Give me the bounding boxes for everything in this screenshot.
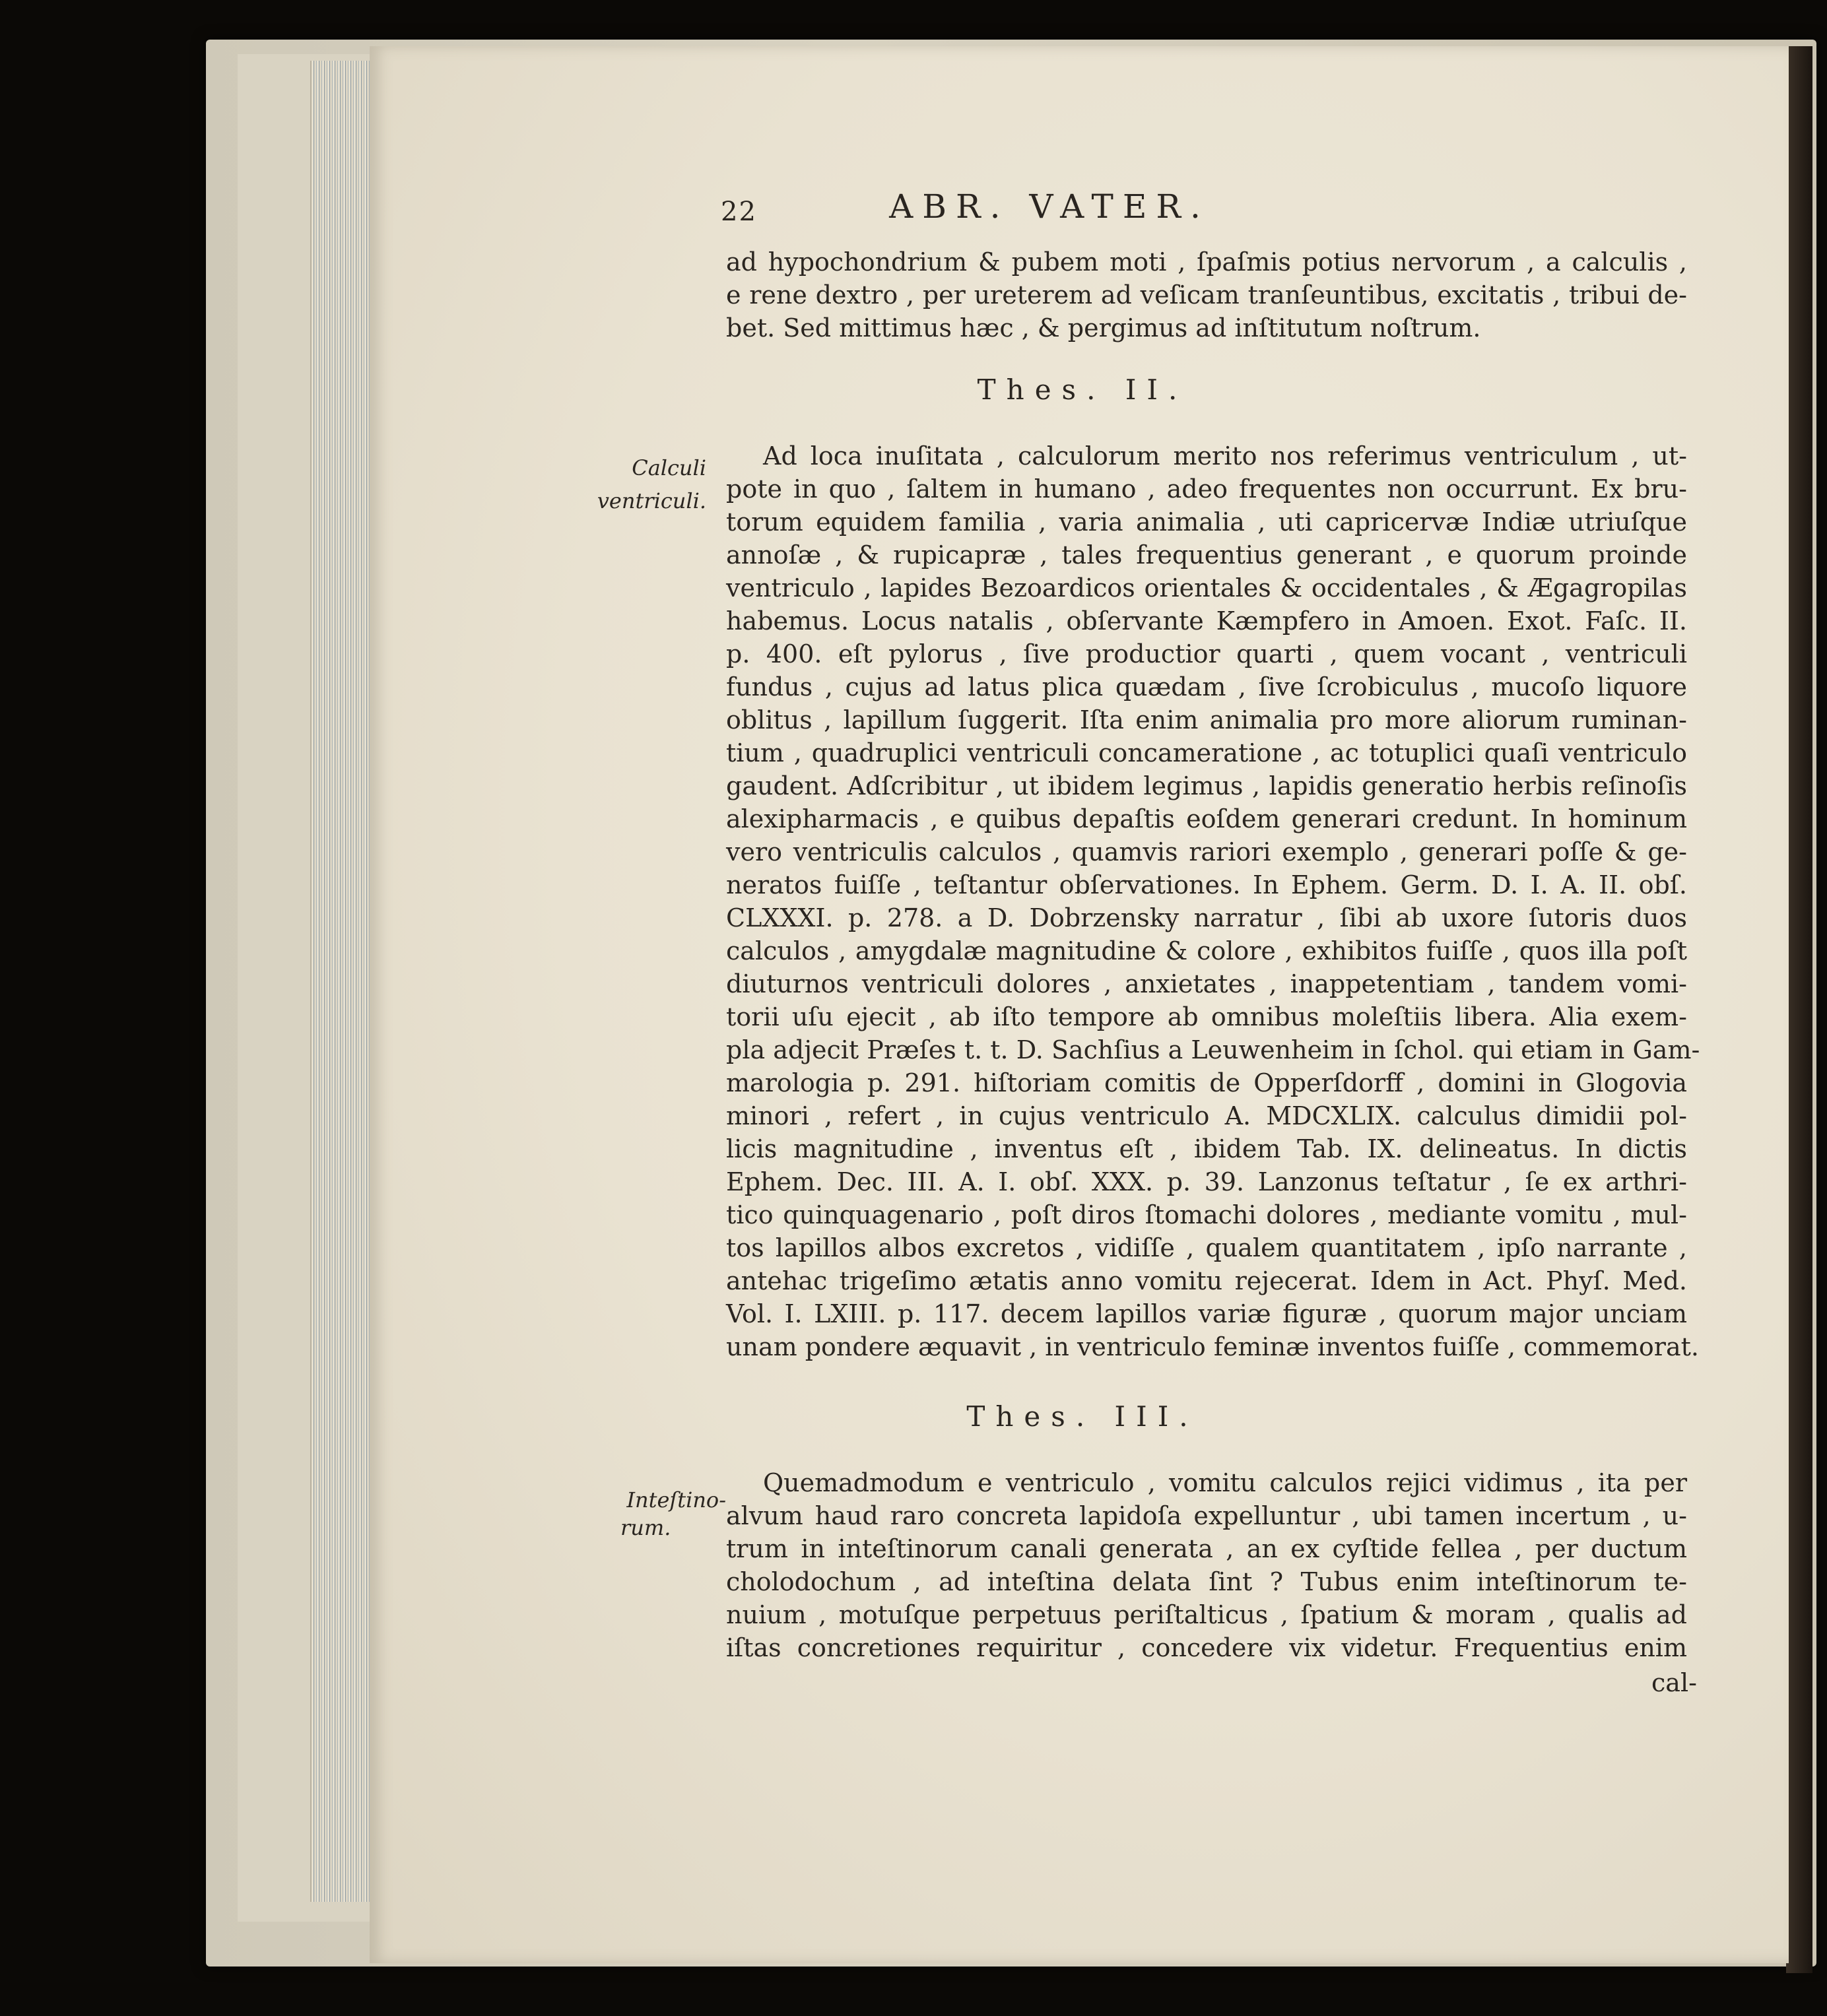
text-line: pote in quo , ſaltem in humano , adeo frequentes non occurrunt. Ex bru- (726, 474, 1687, 504)
text-line: CLXXXI. p. 278. a D. Dobrzensky narratur , ſibi ab uxore ſutoris duos (726, 903, 1687, 932)
text-line: tos lapillos albos excretos , vidiſſe , qualem quantitatem , ipſo narrante , (726, 1233, 1687, 1262)
text-line: unam pondere æquavit , in ventriculo feminæ inventos fuiſſe , commemorat. (726, 1332, 1699, 1361)
text-line: habemus. Locus natalis , obſervante Kæmpfero in Amoen. Exot. Faſc. II. (726, 606, 1687, 635)
text-line: gaudent. Adſcribitur , ut ibidem legimus , lapidis generatio herbis reſinoſis (726, 771, 1687, 800)
page-edges (310, 61, 372, 1902)
text-line: annoſæ , & rupicapræ , tales frequentius generant , e quorum proinde (726, 540, 1687, 569)
section-heading: Thes. III. (966, 1400, 1199, 1433)
text-line: torum equidem familia , varia animalia , uti capricervæ Indiæ utriuſque (726, 507, 1687, 537)
text-line: Quemadmodum e ventriculo , vomitu calculos rejici vidimus , ita per (763, 1468, 1687, 1497)
text-line: oblitus , lapillum ſuggerit. Iſta enim animalia pro more aliorum ruminan- (726, 705, 1687, 734)
text-line: antehac trigeſimo ætatis anno vomitu rejecerat. Idem in Act. Phyſ. Med. (726, 1266, 1687, 1295)
text-line: neratos fuiſſe , teſtantur obſervationes. In Ephem. Germ. D. I. A. II. obſ. (726, 870, 1687, 899)
text-line: fundus , cujus ad latus plica quædam , ſive ſcrobiculus , mucoſo liquore (726, 672, 1687, 701)
text-line: calculos , amygdalæ magnitudine & colore , exhibitos fuiſſe , quos illa poſt (726, 936, 1687, 965)
text-line: tico quinquagenario , poſt diros ſtomachi dolores , mediante vomitu , mul- (726, 1200, 1687, 1229)
running-head: ABR. VATER. (889, 187, 1210, 226)
right-page-edge (1786, 46, 1812, 1973)
text-line: iſtas concretiones requiritur , concedere vix videtur. Frequentius enim (726, 1633, 1687, 1662)
margin-note: Calculi (632, 455, 706, 480)
page-number: 22 (721, 197, 757, 227)
text-line: e rene dextro , per ureterem ad veſicam tranſeuntibus, excitatis , tribui de- (726, 280, 1687, 309)
margin-note: Inteſtino- (626, 1487, 726, 1512)
text-line: alvum haud raro concreta lapidoſa expelluntur , ubi tamen incertum , u- (726, 1501, 1687, 1530)
text-line: minori , refert , in cujus ventriculo A. MDCXLIX. calculus dimidii pol- (726, 1101, 1687, 1130)
catchword: cal- (1651, 1668, 1697, 1697)
text-line: Vol. I. LXIII. p. 117. decem lapillos variæ figuræ , quorum major unciam (726, 1299, 1687, 1328)
text-line: p. 400. eſt pylorus , ſive productior quarti , quem vocant , ventriculi (726, 639, 1687, 668)
text-line: bet. Sed mittimus hæc , & pergimus ad inſtitutum noſtrum. (726, 313, 1481, 342)
text-line: licis magnitudine , inventus eſt , ibidem Tab. IX. delineatus. In dictis (726, 1134, 1687, 1163)
text-line: vero ventriculis calculos , quamvis rariori exemplo , generari poſſe & ge- (726, 837, 1687, 866)
text-line: cholodochum , ad inteſtina delata ſint ? Tubus enim inteſtinorum te- (726, 1567, 1687, 1596)
section-heading: Thes. II. (977, 374, 1188, 406)
text-line: pla adjecit Præſes t. t. D. Sachſius a Leuwenheim in ſchol. qui etiam in Gam- (726, 1035, 1700, 1064)
text-line: ventriculo , lapides Bezoardicos orientales & occidentales , & Ægagropilas (726, 573, 1687, 602)
text-line: tium , quadruplici ventriculi concameratione , ac totuplici quaſi ventriculo (726, 738, 1687, 767)
text-line: Ad loca inuſitata , calculorum merito nos referimus ventriculum , ut- (763, 441, 1687, 471)
text-line: alexipharmacis , e quibus depaſtis eoſdem generari credunt. In hominum (726, 804, 1687, 833)
text-line: ad hypochondrium & pubem moti , ſpaſmis potius nervorum , a calculis , (726, 247, 1687, 276)
text-line: Ephem. Dec. III. A. I. obſ. XXX. p. 39. Lanzonus teſtatur , ſe ex arthri- (726, 1167, 1687, 1196)
text-line: diuturnos ventriculi dolores , anxietates , inappetentiam , tandem vomi- (726, 969, 1687, 998)
text-line: trum in inteſtinorum canali generata , an ex cyſtide fellea , per ductum (726, 1534, 1687, 1563)
margin-note: ventriculi. (597, 488, 706, 513)
margin-note: rum. (620, 1515, 671, 1540)
text-line: torii uſu ejecit , ab iſto tempore ab omnibus moleſtiis libera. Alia exem- (726, 1002, 1687, 1031)
text-line: nuium , motuſque perpetuus periſtalticus , ſpatium & moram , qualis ad (726, 1600, 1687, 1629)
text-line: marologia p. 291. hiſtoriam comitis de Opperſdorff , domini in Glogovia (726, 1068, 1687, 1097)
